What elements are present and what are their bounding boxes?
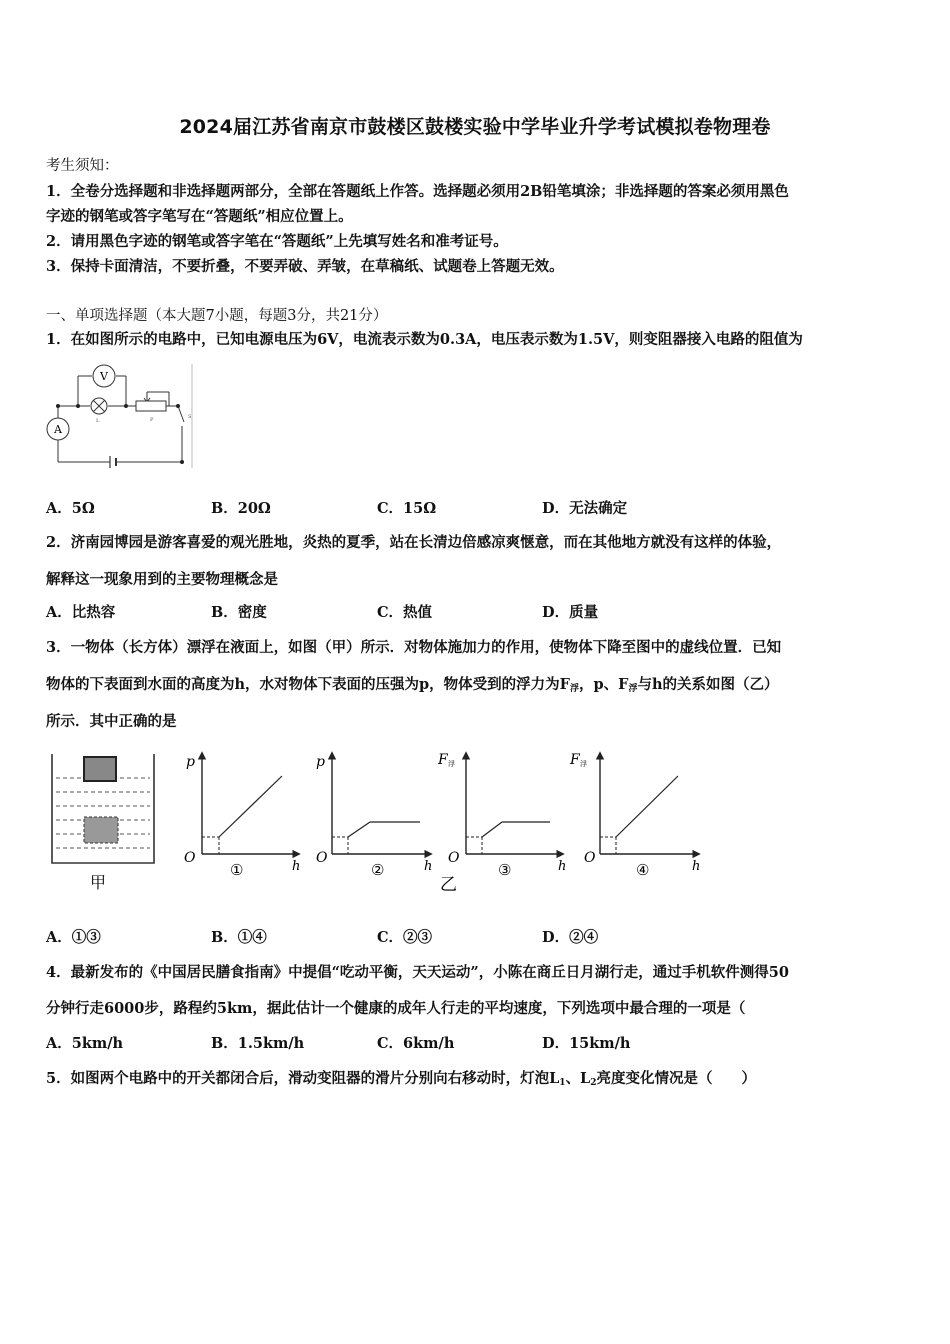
graph-4 <box>569 752 700 879</box>
page-title: 2024届江苏省南京市鼓楼区鼓楼实验中学毕业升学考试模拟卷物理卷 <box>179 116 771 138</box>
q3-stem-line2: 物体的下表面到水面的高度为h，水对物体下表面的压强为p，物体受到的浮力为$F_浮$，p、$F_浮$与h的关系如图（乙） <box>46 676 779 694</box>
svg-text:F: F <box>438 752 448 768</box>
svg-text:④: ④ <box>636 861 650 879</box>
q1-option-a[interactable]: A．5Ω <box>46 500 95 517</box>
notice-item-3: 3．保持卡面清洁，不要折叠，不要弄破、弄皱，在草稿纸、试题卷上答题无效。 <box>46 258 564 275</box>
q4-stem-line2: 分钟行走6000步，路程约5km，据此估计一个健康的成年人行走的平均速度，下列选项中最合理的一项是（ <box>46 1000 746 1017</box>
svg-text:浮: 浮 <box>448 760 455 768</box>
svg-text:h: h <box>692 859 701 874</box>
svg-text:p: p <box>186 754 195 770</box>
q2-option-a[interactable]: A．比热容 <box>46 604 116 621</box>
q1-stem: 1．在如图所示的电路中，已知电源电压为6V，电流表示数为0.3A，电压表示数为1.5V，则变阻器接入电路的阻值为 <box>46 331 803 348</box>
notice-item-1-cont: 字迹的钢笔或答字笔写在“答题纸”相应位置上。 <box>46 208 353 225</box>
q4-option-b[interactable]: B．1.5km/h <box>211 1035 305 1052</box>
svg-text:浮: 浮 <box>580 760 587 768</box>
q3-graphs-yi <box>180 748 710 894</box>
q2-stem-line2: 解释这一现象用到的主要物理概念是 <box>46 571 278 588</box>
q3-stem-line3: 所示．其中正确的是 <box>46 713 177 730</box>
q2-option-b[interactable]: B．密度 <box>211 604 267 621</box>
notice-item-1: 1．全卷分选择题和非选择题两部分，全部在答题纸上作答。选择题必须用2B铅笔填涂；非选择题的答案必须用黑色 <box>46 183 789 200</box>
q4-option-a[interactable]: A．5km/h <box>46 1035 124 1052</box>
svg-text:O: O <box>316 850 328 866</box>
svg-text:p: p <box>316 754 325 770</box>
q5-stem: 5．如图两个电路中的开关都闭合后，滑动变阻器的滑片分别向右移动时，灯泡$L_1$、$L_2$亮度变化情况是（ ） <box>46 1070 757 1088</box>
q3-option-d[interactable]: D．②④ <box>542 929 599 946</box>
fig-yi-label: 乙 <box>440 875 457 894</box>
q1-option-b[interactable]: B．20Ω <box>211 500 271 517</box>
q1-circuit-diagram <box>44 356 199 472</box>
q1-option-d[interactable]: D．无法确定 <box>542 500 628 517</box>
graph-2 <box>316 754 432 879</box>
voltmeter-label: V <box>100 370 108 383</box>
q2-option-d[interactable]: D．质量 <box>542 604 599 621</box>
svg-text:①: ① <box>230 861 244 879</box>
fig-jia-label: 甲 <box>90 873 107 892</box>
graph-3 <box>437 752 566 894</box>
q2-stem-line1: 2．济南园博园是游客喜爱的观光胜地，炎热的夏季，站在长清边倍感凉爽惬意，而在其他地方就没有这样的体验， <box>46 534 782 551</box>
rheostat-symbol <box>136 401 166 411</box>
svg-text:O: O <box>584 850 596 866</box>
q1-option-c[interactable]: C．15Ω <box>377 500 437 517</box>
notice-heading: 考生须知： <box>46 158 119 174</box>
svg-text:O: O <box>184 850 196 866</box>
switch-label: S <box>188 414 192 420</box>
floating-block <box>84 757 116 781</box>
q4-option-c[interactable]: C．6km/h <box>377 1035 455 1052</box>
q4-stem-line1: 4．最新发布的《中国居民膳食指南》中提倡“吃动平衡，天天运动”，小陈在商丘日月湖行走，通过手机软件测得50 <box>46 964 789 981</box>
svg-text:h: h <box>424 859 433 874</box>
svg-text:O: O <box>448 850 460 866</box>
q3-option-b[interactable]: B．①④ <box>211 929 267 946</box>
svg-text:h: h <box>292 859 301 874</box>
q3-stem-line1: 3．一物体（长方体）漂浮在液面上，如图（甲）所示．对物体施加力的作用，使物体下降至图中的虚线位置．已知 <box>46 639 782 656</box>
bulb-label: L <box>96 418 100 424</box>
q4-option-d[interactable]: D．15km/h <box>542 1035 631 1052</box>
svg-text:③: ③ <box>498 861 512 879</box>
section-heading: 一、单项选择题（本大题7小题，每题3分，共21分） <box>46 308 388 324</box>
rheostat-label: P <box>150 417 154 423</box>
submerged-block-dashed <box>84 817 118 843</box>
q3-option-c[interactable]: C．②③ <box>377 929 433 946</box>
svg-text:h: h <box>558 859 567 874</box>
graph-1 <box>184 754 300 879</box>
ammeter-label: A <box>54 423 62 436</box>
q3-option-a[interactable]: A．①③ <box>46 929 101 946</box>
q3-figure-jia <box>46 750 160 895</box>
notice-item-2: 2．请用黑色字迹的钢笔或答字笔在“答题纸”上先填写姓名和准考证号。 <box>46 233 508 250</box>
svg-text:②: ② <box>371 861 385 879</box>
q2-option-c[interactable]: C．热值 <box>377 604 433 621</box>
svg-text:F: F <box>570 752 580 768</box>
